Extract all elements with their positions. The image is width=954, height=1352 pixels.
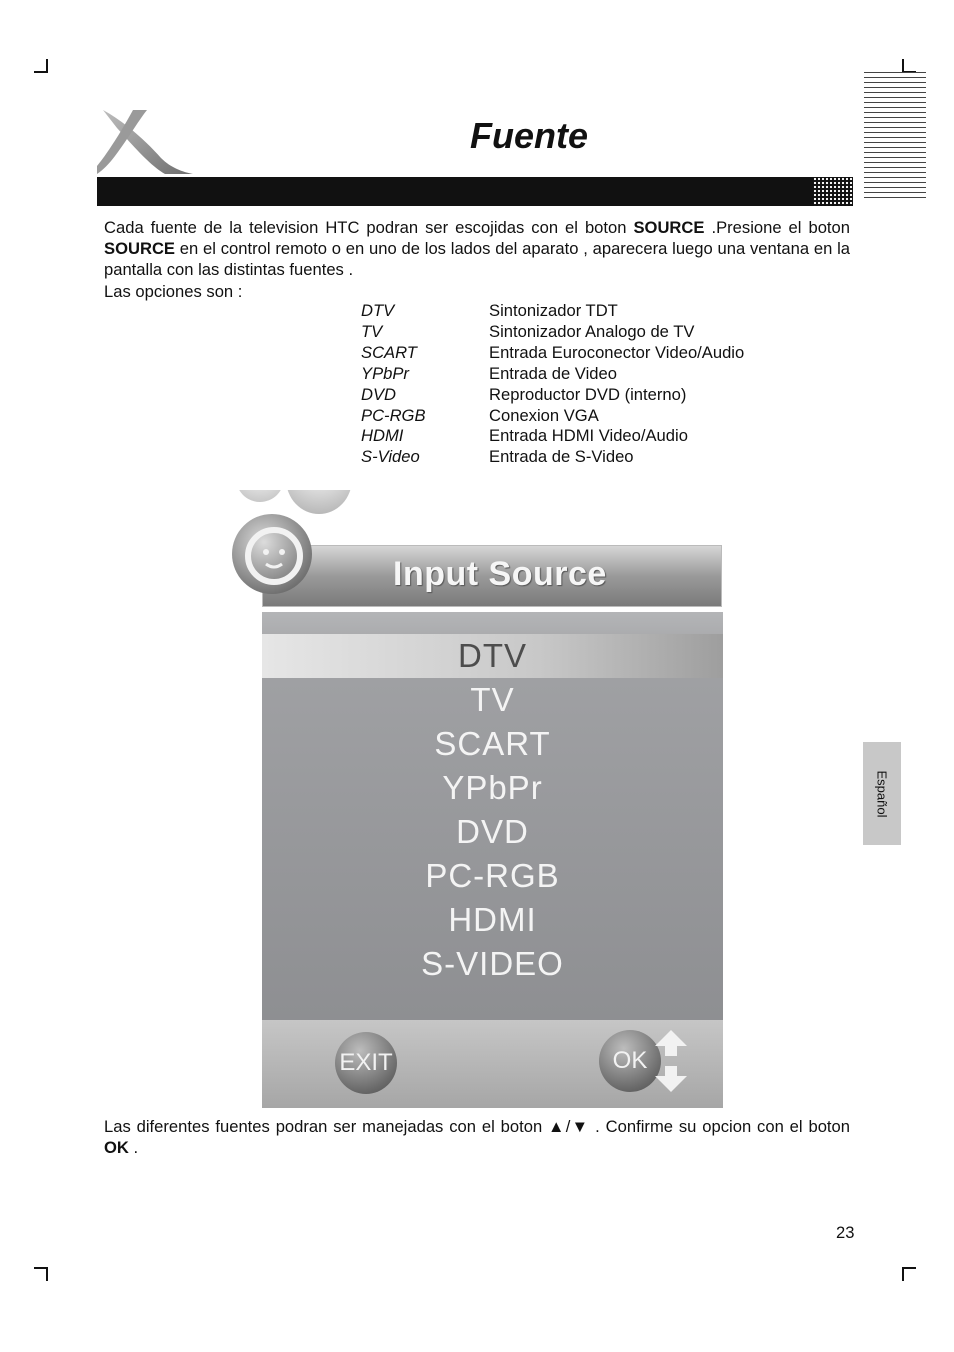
option-row: [361, 301, 744, 322]
source-item-dtv[interactable]: DTV: [262, 634, 723, 678]
option-row: [361, 447, 744, 468]
option-row: [361, 364, 744, 385]
crop-mark-bottom-right: [902, 1267, 916, 1281]
option-key: YPbPr: [361, 363, 409, 383]
source-item-tv[interactable]: TV: [470, 681, 515, 718]
footer-text-1: Las diferentes fuentes podran ser manejadas con el boton ▲/▼ . Confirme su opcion con el boton: [104, 1117, 850, 1136]
up-down-arrows-icon[interactable]: [652, 1028, 690, 1094]
option-desc: Entrada Euroconector Video/Audio: [489, 342, 745, 362]
crop-mark-bottom-left: [34, 1267, 48, 1281]
input-source-screenshot: [230, 490, 723, 1110]
corner-stripes: [864, 72, 926, 199]
source-footer: [262, 1020, 723, 1108]
option-desc: Conexion VGA: [489, 405, 599, 425]
crop-mark-top-right: [902, 59, 916, 73]
option-desc: Reproductor DVD (interno): [489, 384, 687, 404]
crop-mark-top-left: [34, 59, 48, 73]
option-row: [361, 426, 744, 447]
page-title: Fuente: [470, 115, 589, 156]
option-key: DVD: [361, 384, 397, 404]
option-desc: Entrada HDMI Video/Audio: [489, 426, 688, 446]
option-key: DTV: [361, 301, 395, 320]
intro-text-2: .Presione el boton: [704, 218, 850, 237]
option-desc: Entrada de Video: [489, 363, 617, 383]
intro-paragraph: [104, 217, 850, 280]
intro-source-1: SOURCE: [633, 218, 705, 237]
input-source-emblem-icon: [230, 508, 314, 600]
source-item-s-video[interactable]: S-VIDEO: [421, 945, 564, 982]
options-label: Las opciones son :: [104, 282, 243, 301]
source-item-scart[interactable]: SCART: [434, 725, 551, 762]
title-bar-dots: [813, 177, 853, 206]
option-key: S-Video: [361, 447, 420, 467]
exit-button[interactable]: EXIT: [335, 1032, 397, 1094]
ok-button[interactable]: OK: [599, 1030, 661, 1092]
option-desc: Sintonizador Analogo de TV: [489, 321, 695, 341]
source-item-ypbpr[interactable]: YPbPr: [442, 769, 543, 806]
page-number: 23: [836, 1223, 855, 1242]
footer-ok: OK: [104, 1138, 129, 1157]
bubble: [236, 490, 284, 502]
input-source-title: Input Source: [393, 555, 607, 593]
source-item-hdmi[interactable]: HDMI: [448, 901, 537, 938]
option-key: TV: [361, 321, 383, 341]
option-row: [361, 322, 744, 343]
brand-logo-icon: [95, 108, 195, 176]
source-item-pc-rgb[interactable]: PC-RGB: [425, 857, 560, 894]
intro-text-3: en el control remoto o en uno de los lados del aparato , aparecera luego una ventana en la pantalla con las distintas fuentes .: [104, 239, 850, 279]
option-desc: Entrada de S-Video: [489, 447, 634, 467]
option-key: PC-RGB: [361, 405, 426, 425]
option-row: [361, 343, 744, 364]
language-side-tab: [863, 742, 901, 845]
language-label: Español: [874, 770, 890, 817]
options-list: [361, 301, 744, 468]
title-bar: [97, 177, 853, 206]
option-key: HDMI: [361, 426, 404, 446]
option-key: SCART: [361, 342, 417, 362]
option-row: [361, 385, 744, 406]
intro-source-2: SOURCE: [104, 239, 175, 258]
footer-paragraph: [104, 1116, 850, 1158]
source-item-dvd[interactable]: DVD: [456, 813, 529, 850]
source-list: [262, 612, 723, 1020]
intro-text-1: Cada fuente de la television HTC podran ser escojidas con el boton: [104, 218, 634, 237]
option-row: [361, 406, 744, 427]
footer-text-2: .: [128, 1138, 139, 1157]
option-desc: Sintonizador TDT: [489, 301, 618, 320]
